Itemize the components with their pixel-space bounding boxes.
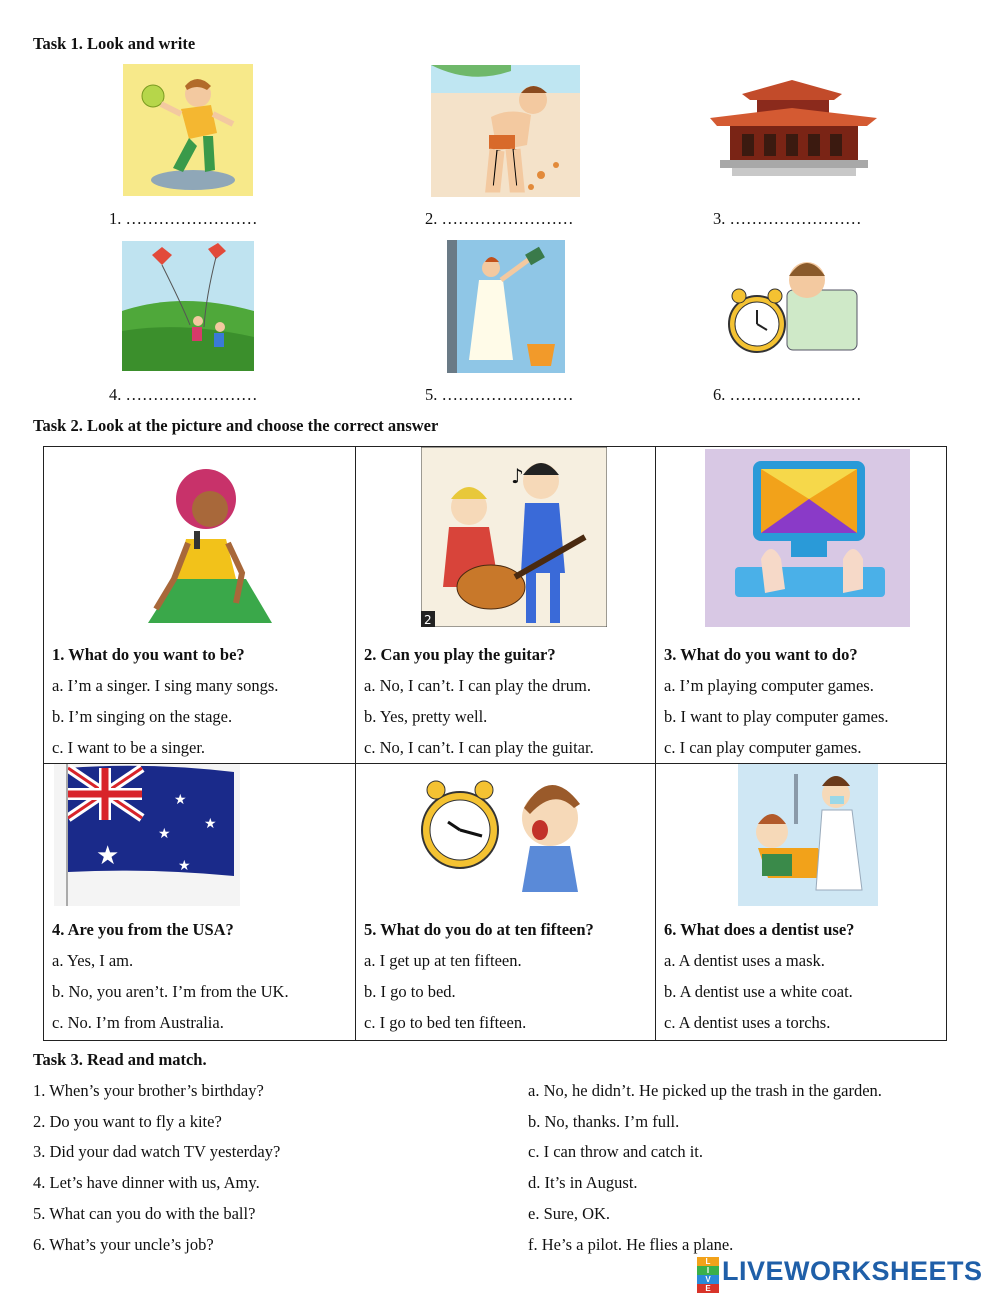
match-right-e[interactable]: e. Sure, OK. xyxy=(528,1204,611,1223)
question-cell-1 xyxy=(44,447,356,764)
task1-heading: Task 1. Look and write xyxy=(33,34,196,53)
children-flying-kites-icon xyxy=(122,241,254,371)
option-2b[interactable]: b. Yes, pretty well. xyxy=(364,707,488,726)
option-6a[interactable]: a. A dentist uses a mask. xyxy=(664,951,825,970)
blank-1[interactable]: 1. …………………… xyxy=(109,209,258,228)
task2-heading: Task 2. Look at the picture and choose the correct answer xyxy=(33,416,439,435)
logo-text: LIVEWORKSHEETS xyxy=(722,1255,983,1286)
svg-text:★: ★ xyxy=(96,841,120,871)
option-5b[interactable]: b. I go to bed. xyxy=(364,982,456,1001)
guitar-players-icon xyxy=(364,447,647,639)
match-left-6[interactable]: 6. What’s your uncle’s job? xyxy=(33,1235,214,1254)
option-6b[interactable]: b. A dentist use a white coat. xyxy=(664,982,853,1001)
question-5: 5. What do you do at ten fifteen? xyxy=(364,920,594,939)
option-2a[interactable]: a. No, I can’t. I can play the drum. xyxy=(364,676,591,695)
svg-text:★: ★ xyxy=(158,826,171,842)
boy-waking-up-alarm-clock-icon xyxy=(727,250,862,365)
boy-collecting-shells-icon xyxy=(431,65,580,197)
option-4a[interactable]: a. Yes, I am. xyxy=(52,951,134,970)
match-right-f[interactable]: f. He’s a pilot. He flies a plane. xyxy=(528,1235,734,1254)
match-left-2[interactable]: 2. Do you want to fly a kite? xyxy=(33,1112,222,1131)
match-left-1[interactable]: 1. When’s your brother’s birthday? xyxy=(33,1081,264,1100)
task3-heading: Task 3. Read and match. xyxy=(33,1050,207,1069)
task2-table xyxy=(43,446,947,1041)
option-5a[interactable]: a. I get up at ten fifteen. xyxy=(364,951,522,970)
option-3c[interactable]: c. I can play computer games. xyxy=(664,738,862,757)
question-cell-4 xyxy=(44,764,356,1041)
option-5c[interactable]: c. I go to bed ten fifteen. xyxy=(364,1013,527,1032)
question-1: 1. What do you want to be? xyxy=(52,645,245,664)
svg-text:★: ★ xyxy=(174,792,187,808)
option-4b[interactable]: b. No, you aren’t. I’m from the UK. xyxy=(52,982,289,1001)
option-4c[interactable]: c. No. I’m from Australia. xyxy=(52,1013,224,1032)
question-cell-2 xyxy=(356,447,656,764)
boy-yawning-clock-icon xyxy=(364,764,647,914)
woman-cleaning-window-icon xyxy=(447,240,565,373)
logo-badge-icon: L I V E xyxy=(697,1257,719,1285)
option-1c[interactable]: c. I want to be a singer. xyxy=(52,738,206,757)
option-2c[interactable]: c. No, I can’t. I can play the guitar. xyxy=(364,738,594,757)
question-6: 6. What does a dentist use? xyxy=(664,920,855,939)
option-3b[interactable]: b. I want to play computer games. xyxy=(664,707,889,726)
temple-icon xyxy=(702,74,885,184)
blank-2[interactable]: 2. …………………… xyxy=(425,209,574,228)
question-4: 4. Are you from the USA? xyxy=(52,920,234,939)
match-left-4[interactable]: 4. Let’s have dinner with us, Amy. xyxy=(33,1173,260,1192)
blank-4[interactable]: 4. …………………… xyxy=(109,385,258,404)
match-right-d[interactable]: d. It’s in August. xyxy=(528,1173,638,1192)
match-right-b[interactable]: b. No, thanks. I’m full. xyxy=(528,1112,680,1131)
question-cell-5 xyxy=(356,764,656,1041)
singer-icon xyxy=(52,447,347,639)
match-right-c[interactable]: c. I can throw and catch it. xyxy=(528,1142,704,1161)
liveworksheets-logo xyxy=(697,1255,983,1293)
boy-playing-ball-icon xyxy=(123,64,253,196)
dentist-icon xyxy=(664,764,938,914)
match-left-3[interactable]: 3. Did your dad watch TV yesterday? xyxy=(33,1142,281,1161)
question-3: 3. What do you want to do? xyxy=(664,645,858,664)
blank-6[interactable]: 6. …………………… xyxy=(713,385,862,404)
option-6c[interactable]: c. A dentist uses a torchs. xyxy=(664,1013,831,1032)
question-cell-3 xyxy=(656,447,947,764)
svg-text:★: ★ xyxy=(178,858,191,874)
match-left-5[interactable]: 5. What can you do with the ball? xyxy=(33,1204,256,1223)
option-1a[interactable]: a. I’m a singer. I sing many songs. xyxy=(52,676,279,695)
match-right-a[interactable]: a. No, he didn’t. He picked up the trash in the garden. xyxy=(528,1081,882,1100)
picture-badge: 2 xyxy=(424,613,432,627)
svg-text:★: ★ xyxy=(204,816,217,832)
blank-5[interactable]: 5. …………………… xyxy=(425,385,574,404)
question-cell-6 xyxy=(656,764,947,1041)
question-2: 2. Can you play the guitar? xyxy=(364,645,556,664)
option-3a[interactable]: a. I’m playing computer games. xyxy=(664,676,874,695)
australia-flag-icon xyxy=(52,764,347,914)
option-1b[interactable]: b. I’m singing on the stage. xyxy=(52,707,233,726)
computer-game-icon xyxy=(664,447,938,639)
blank-3[interactable]: 3. …………………… xyxy=(713,209,862,228)
svg-text:♪: ♪ xyxy=(511,464,524,488)
